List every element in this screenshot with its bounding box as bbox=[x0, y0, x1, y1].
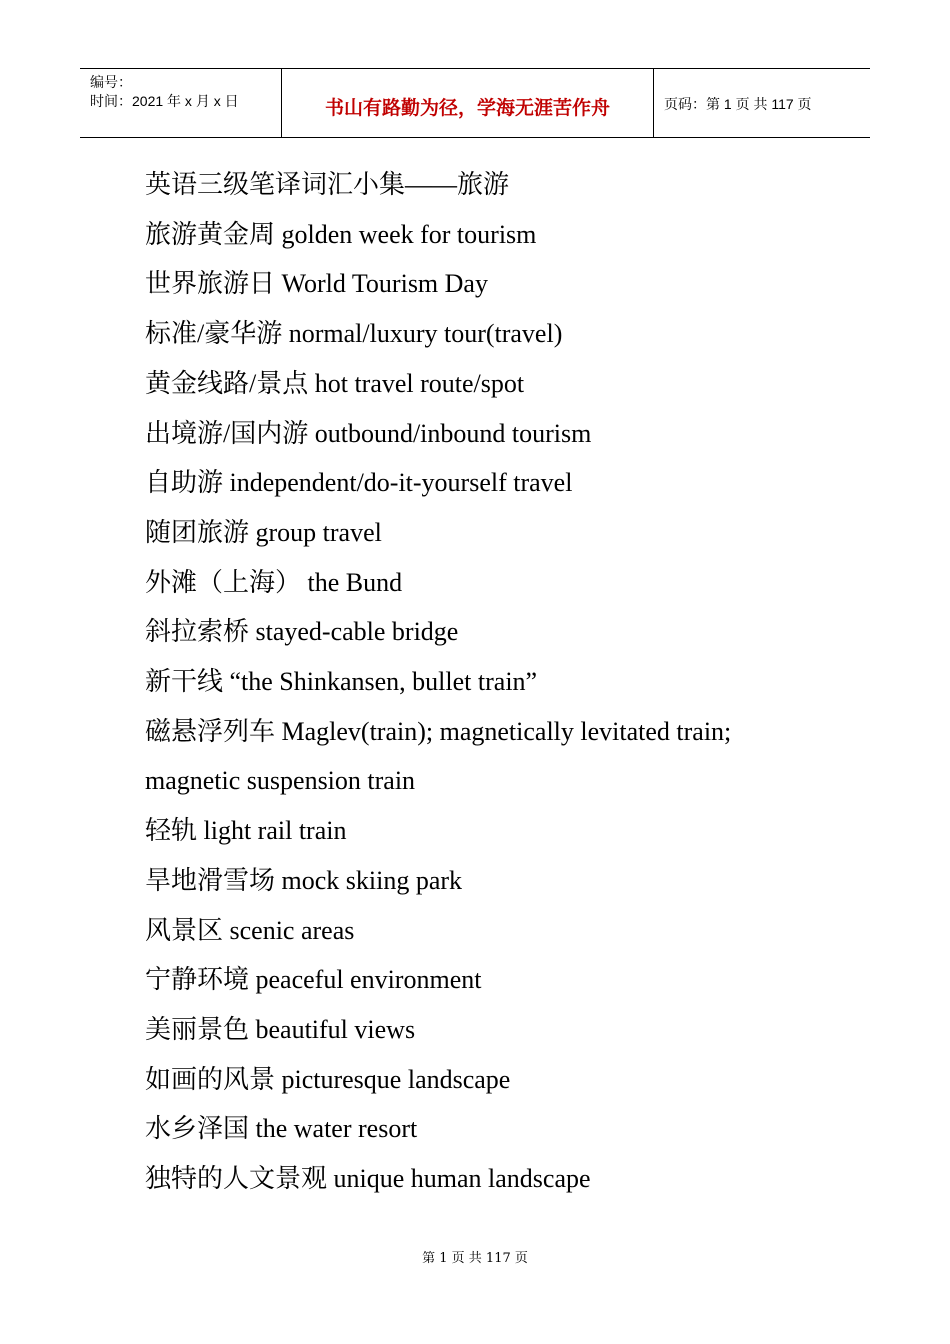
document-number-label: 编号： bbox=[90, 74, 132, 90]
header-motto: 书山有路勤为径，学海无涯苦作舟 bbox=[324, 97, 610, 119]
document-title: 英语三级笔译词汇小集——旅游 bbox=[145, 170, 510, 199]
vocab-entry: 黄金线路/景点 hot travel route/spot bbox=[145, 368, 525, 398]
vocab-entry: 水乡泽国 the water resort bbox=[145, 1114, 418, 1144]
vocab-entry: 美丽景色 beautiful views bbox=[145, 1014, 416, 1044]
page-header bbox=[80, 68, 870, 138]
header-meta-cell bbox=[80, 69, 282, 137]
vocab-entry: 外滩（上海） the Bund bbox=[145, 567, 403, 597]
vocab-entry: 斜拉索桥 stayed-cable bridge bbox=[145, 617, 459, 647]
vocab-entry: 自助游 independent/do-it-yourself travel bbox=[145, 468, 573, 498]
vocab-entry: 磁悬浮列车 Maglev(train); magnetically levitated train; magnetic suspension train bbox=[145, 716, 732, 796]
vocab-entry: 出境游/国内游 outbound/inbound tourism bbox=[145, 418, 592, 448]
header-page-info: 页码：第 1 页 共 117 页 bbox=[664, 96, 812, 112]
vocabulary-list bbox=[145, 160, 825, 1204]
header-page-cell bbox=[654, 69, 870, 137]
vocab-entry: 如画的风景 picturesque landscape bbox=[145, 1064, 511, 1094]
vocab-entry: 随团旅游 group travel bbox=[145, 517, 382, 547]
vocab-entry: 宁静环境 peaceful environment bbox=[145, 965, 482, 995]
vocab-entry: 风景区 scenic areas bbox=[145, 915, 355, 945]
header-motto-cell bbox=[282, 69, 654, 137]
vocab-entry: 标准/豪华游 normal/luxury tour(travel) bbox=[145, 319, 563, 349]
vocab-entry: 独特的人文景观 unique human landscape bbox=[145, 1164, 591, 1194]
vocab-entry: 世界旅游日 World Tourism Day bbox=[145, 269, 488, 299]
vocab-entry: 新干线 “the Shinkansen, bullet train” bbox=[145, 667, 538, 697]
vocab-entry: 旅游黄金周 golden week for tourism bbox=[145, 219, 537, 249]
page-footer: 第 1 页 共 117 页 bbox=[422, 1251, 528, 1266]
vocab-entry: 旱地滑雪场 mock skiing park bbox=[145, 865, 463, 895]
vocab-entry: 轻轨 light rail train bbox=[145, 816, 347, 846]
document-time-label: 时间：2021 年 x 月 x 日 bbox=[90, 93, 239, 109]
